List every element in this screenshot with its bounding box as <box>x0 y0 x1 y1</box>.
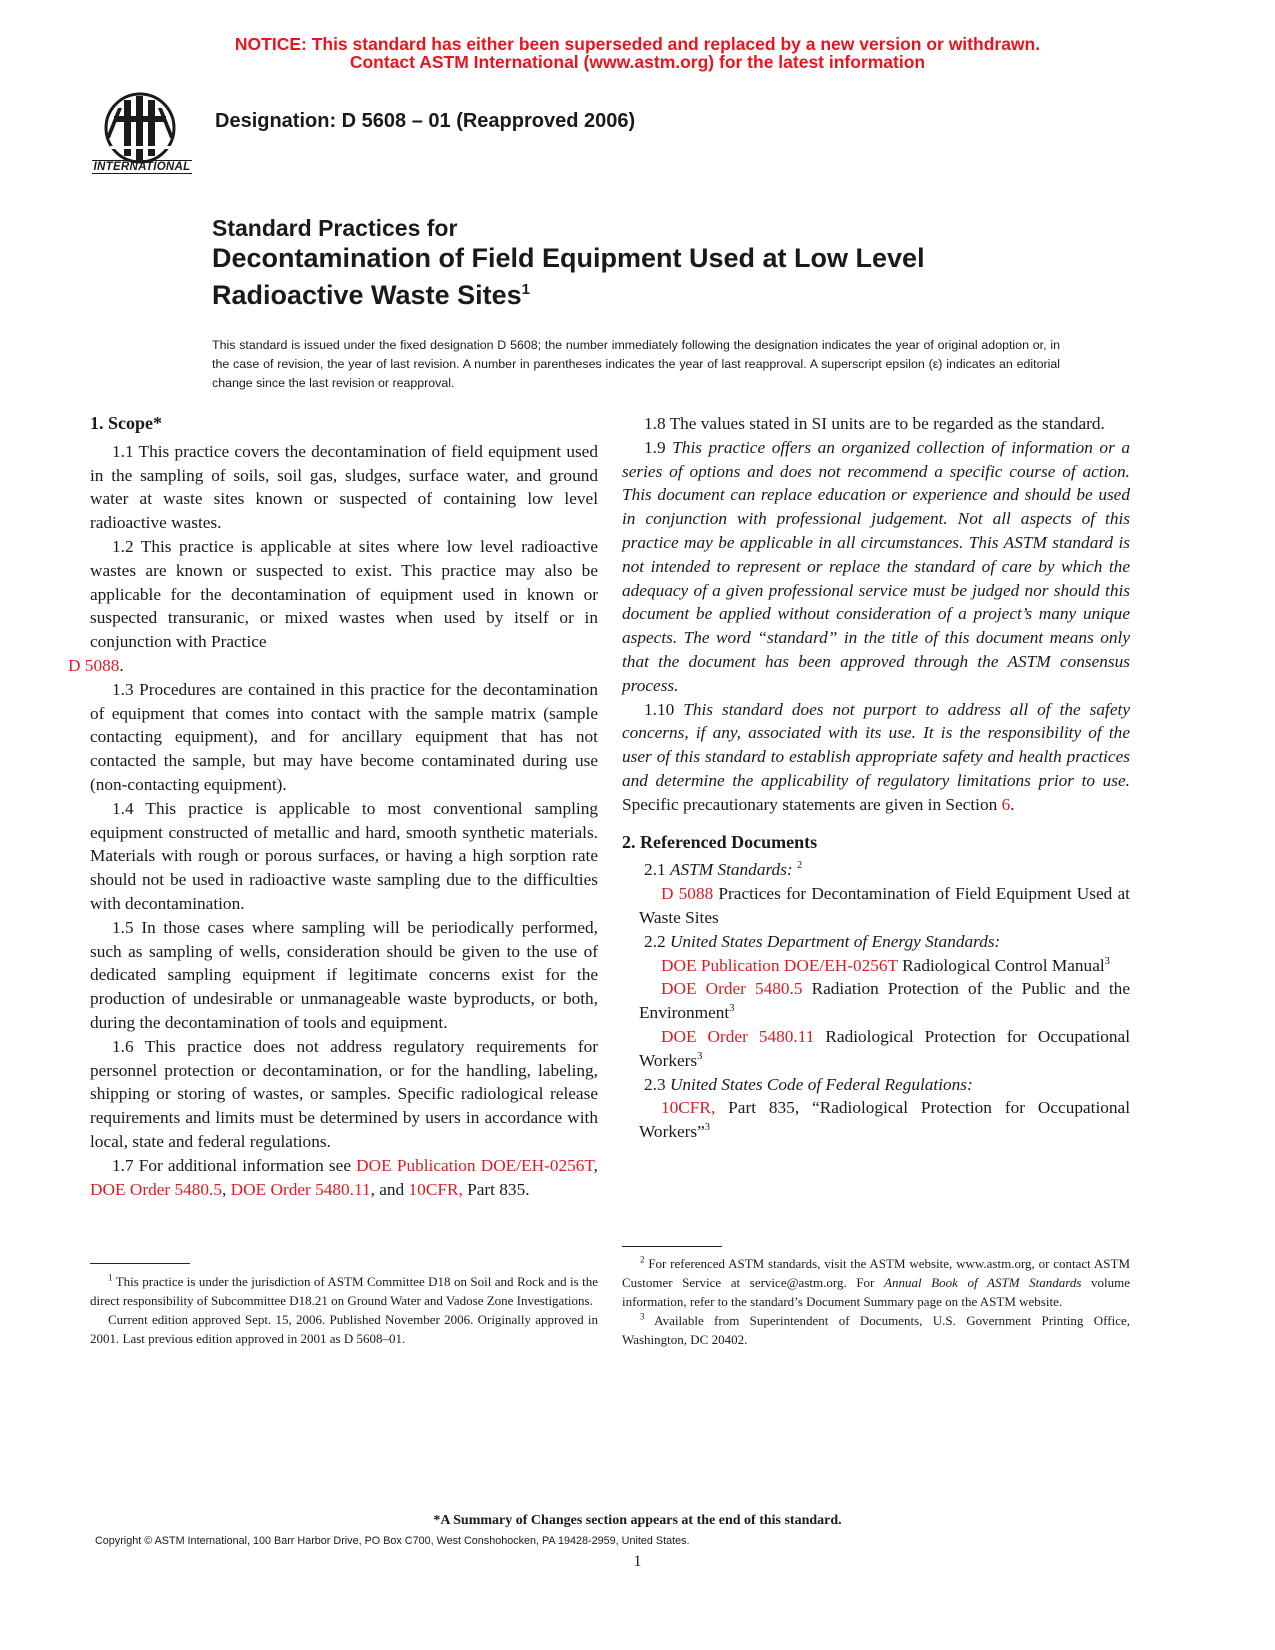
section-scope-heading: 1. Scope* <box>90 413 162 433</box>
notice-line-2: Contact ASTM International (www.astm.org) for the latest information <box>349 52 926 72</box>
footnote-1b: Current edition approved Sept. 15, 2006. Published November 2006. Originally approved in 2001. Last previous edition approved in 2001 as D 5608–01. <box>90 1312 598 1346</box>
footnote-rule-right <box>622 1246 722 1247</box>
para-1-3: 1.3 Procedures are contained in this practice for the decontamination of equipment that comes into contact with the sample matrix (sample contacting equipment), and for ancillary equipment that has not contacted the sample, but may have become contaminated during use (non-contacting equipment). <box>90 679 598 794</box>
para-1-7: 1.7 For additional information see DOE Publication DOE/EH-0256T, DOE Order 5480.5, DOE Order 5480.11, and 10CFR, Part 835. <box>90 1155 598 1199</box>
document-title <box>212 214 925 311</box>
footnote-2: $^2$ For referenced ASTM standards, visit the ASTM website, www.astm.org, or contact ASTM Customer Service at service@astm.org. For Annual Book of ASTM Standards volume information, refer to the standard’s Document Summary page on the ASTM website. <box>622 1254 1131 1309</box>
issuance-note: This standard is issued under the fixed designation D 5608; the number immediately following the designation indicates the year of original adoption or, in the case of revision, the year of last revision. A number in parentheses indicates the year of last reapproval. A superscript epsilon (ε) indicates an editorial change since the last revision or reapproval. <box>212 338 1060 390</box>
footnote-3: $^3$ Available from Superintendent of Documents, U.S. Government Printing Office, Washington, DC 20402. <box>622 1311 1130 1347</box>
link-doe-order-5480-11[interactable]: DOE Order 5480.11 <box>230 1179 371 1199</box>
link-ref-doe-order-5480-5[interactable]: DOE Order 5480.5 <box>661 979 803 999</box>
summary-of-changes-note: *A Summary of Changes section appears at the end of this standard. <box>433 1513 842 1528</box>
link-doe-publication[interactable]: DOE Publication DOE/EH-0256T <box>356 1155 594 1175</box>
footnotes-right <box>622 1254 1130 1349</box>
link-ref-doe-publication[interactable]: DOE Publication DOE/EH-0256T <box>661 955 898 975</box>
para-1-5: 1.5 In those cases where sampling will be periodically performed, such as sampling of wells, consideration should be given to the use of dedicated sampling equipment if legitimate concerns exist for the production of undesirable or unmanageable waste byproducts, or both, during the decontamination of tools and equipment. <box>90 917 598 1032</box>
ref-10cfr: 10CFR, Part 835, “Radiological Protection for Occupational Workers”$^3$ <box>639 1098 1131 1142</box>
title-footnote-mark: 1 <box>521 281 530 298</box>
astm-international-logo <box>92 88 202 188</box>
link-section-6[interactable]: 6 <box>1001 794 1011 814</box>
copyright-line: Copyright © ASTM International, 100 Barr Harbor Drive, PO Box C700, West Conshohocken, PA 19428-2959, United States. <box>95 1535 690 1547</box>
para-1-6: 1.6 This practice does not address regulatory requirements for personnel protection or decontamination, or for the handling, labeling, shipping or storing of wastes, or samples. Specific radiological release requirements and limits must be determined by users in accordance with local, state and federal regulations. <box>90 1036 598 1151</box>
ref-d5088: D 5088 Practices for Decontamination of Field Equipment Used at Waste Sites <box>639 884 1130 927</box>
designation: Designation: D 5608 – 01 (Reapproved 2006) <box>215 110 636 132</box>
link-d5088[interactable]: D 5088 <box>68 655 120 675</box>
link-ref-10cfr[interactable]: 10CFR, <box>661 1098 716 1118</box>
para-1-8: 1.8 The values stated in SI units are to be regarded as the standard. <box>644 414 1105 433</box>
ref-doe-publication: DOE Publication DOE/EH-0256T Radiological Control Manual$^3$ <box>661 955 1110 975</box>
left-column <box>68 412 598 1201</box>
para-1-9: 1.9 This practice offers an organized collection of information or a series of options and does not recommend a specific course of action. This document can replace education or experience and should be used in conjunction with professional judgement. Not all aspects of this practice may be applicable in all circumstances. This ASTM standard is not intended to represent or replace the standard of care by which the adequacy of a given professional service must be judged nor should this document be applied without consideration of a project’s many unique aspects. The word “standard” in the title of this document means only that the document has been approved through the ASTM consensus process. <box>622 437 1131 695</box>
footnote-rule-left <box>90 1263 190 1264</box>
link-doe-order-5480-5[interactable]: DOE Order 5480.5 <box>90 1179 222 1199</box>
notice-line-1: NOTICE: This standard has either been superseded and replaced by a new version or withdrawn. <box>234 34 1041 54</box>
title-line-1: Standard Practices for <box>212 215 458 241</box>
footnotes-left <box>90 1272 598 1348</box>
para-1-2: 1.2 This practice is applicable at sites where low level radioactive wastes are known or suspected to exist. This practice may also be applicable for the decontamination of equipment used in known or suspected transuranic, or mixed wastes when used by itself or in conjunction with Practice D 5088. <box>68 536 598 675</box>
ref-doe-order-5480-11: DOE Order 5480.11 Radiological Protection for Occupational Workers$^3$ <box>639 1026 1131 1070</box>
title-line-3: Radioactive Waste Sites <box>212 280 522 310</box>
para-1-10: 1.10 This standard does not purport to address all of the safety concerns, if any, associated with its use. It is the responsibility of the user of this standard to establish appropriate safety and health practices and determine the applicability of regulatory limitations prior to use. Specific precautionary statements are given in Section 6. <box>622 699 1130 814</box>
subsection-2-2: 2.2 United States Department of Energy Standards: <box>644 931 1001 951</box>
para-1-4: 1.4 This practice is applicable to most conventional sampling equipment constructed of metallic and hard, smooth synthetic materials. Materials with rough or porous surfaces, or having a high sorption rate should not be used in radioactive waste sampling due to the difficulties with decontamination. <box>90 798 598 913</box>
right-column <box>622 412 1130 1144</box>
page-number: 1 <box>633 1553 642 1570</box>
ref-doe-order-5480-5: DOE Order 5480.5 Radiation Protection of the Public and the Environment$^3$ <box>639 979 1130 1023</box>
link-10cfr[interactable]: 10CFR, <box>408 1179 463 1199</box>
footnote-1: $^1$ This practice is under the jurisdiction of ASTM Committee D18 on Soil and Rock and is the direct responsibility of Subcommittee D18.21 on Ground Water and Vadose Zone Investigations. <box>90 1272 599 1308</box>
subsection-2-3: 2.3 United States Code of Federal Regulations: <box>644 1074 973 1094</box>
title-line-2: Decontamination of Field Equipment Used at Low Level <box>212 243 925 273</box>
link-ref-d5088[interactable]: D 5088 <box>661 884 714 904</box>
section-references-heading: 2. Referenced Documents <box>622 831 818 852</box>
link-ref-doe-order-5480-11[interactable]: DOE Order 5480.11 <box>661 1026 815 1046</box>
para-1-1: 1.1 This practice covers the decontamination of field equipment used in the sampling of soils, soil gas, sludges, surface water, and ground water at waste sites known or suspected of containing low level radioactive wastes. <box>90 441 598 533</box>
subsection-2-1: 2.1 ASTM Standards: $^2$ <box>644 860 803 880</box>
logo-text: INTERNATIONAL <box>93 161 191 173</box>
